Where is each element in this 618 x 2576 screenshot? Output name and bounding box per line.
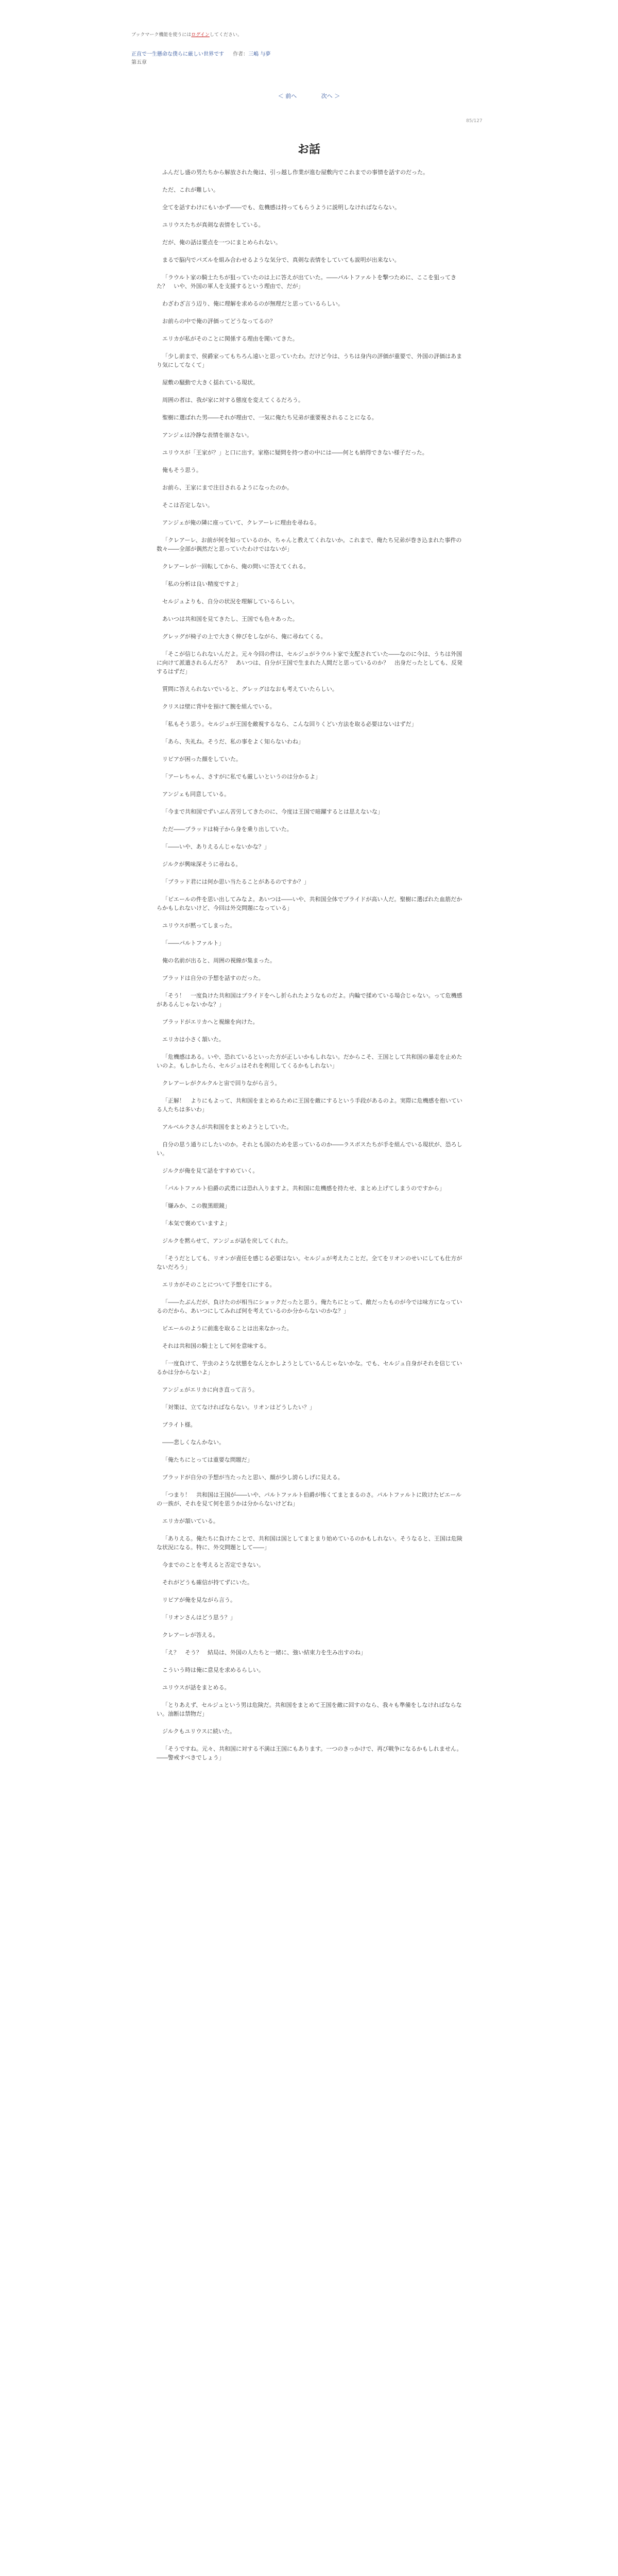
body-paragraph: 「ありえる。俺たちに負けたことで、共和国は国としてまとまり始めているのかもしれない。そうなると、王国は危険な状況になる。特に、外交問題として――」 — [157, 1535, 462, 1551]
body-paragraph: ジルクもユリウスに続いた。 — [162, 1728, 236, 1735]
episode-counter: 85/127 — [466, 118, 483, 124]
body-paragraph: ブライト様。 — [162, 1421, 196, 1428]
body-paragraph: グレッグが椅子の上で大きく伸びをしながら、俺に尋ねてくる。 — [162, 633, 327, 640]
body-paragraph: 「あら、失礼ね。そうだ、私の事をよく知らないわね」 — [162, 738, 304, 745]
body-paragraph: お前らの中で俺の評価ってどうなってるの？ — [162, 318, 276, 325]
body-paragraph: 周囲の者は、我が家に対する態度を変えてくるだろう。 — [162, 397, 304, 403]
body-paragraph: ユリウスたちが真剣な表情をしている。 — [162, 222, 264, 228]
body-paragraph: 「対策は、立てなければならない。リオンはどうしたい？」 — [162, 1404, 315, 1411]
body-paragraph: 「アーレちゃん、さすがに私でも厳しいというのは分かるよ」 — [162, 773, 321, 780]
novel-body — [157, 168, 466, 1771]
body-paragraph: 全てを話すわけにもいかず――でも、危機感は持ってもらうように説明しなければならない。 — [162, 204, 400, 211]
body-paragraph: 「嫌みか、この腹黒眼鏡」 — [162, 1202, 230, 1209]
series-title-link[interactable]: 正直で一生懸命な僕らに厳しい世界です — [131, 52, 224, 57]
body-paragraph: 屋敷の騒動で大きく揺れている現状。 — [162, 379, 259, 386]
body-paragraph: エリカが頷いている。 — [162, 1518, 219, 1524]
body-paragraph: あいつは共和国を見てきたし、王国でも色々あった。 — [162, 616, 298, 622]
body-paragraph: 「パルトファルト伯爵の武勇には恐れ入りますよ。共和国に危機感を持たせ、まとめ上げてしまうのですから」 — [162, 1185, 445, 1192]
body-paragraph: リビアが困った顔をしていた。 — [162, 756, 242, 762]
body-paragraph: クレアーレが一回転してから、俺の問いに答えてくれる。 — [162, 563, 310, 570]
body-paragraph: 「正解！ よりにもよって、共和国をまとめるために王国を敵にするという手段があるのよ。実際に危機感を抱いている人たちは多いわ」 — [157, 1097, 462, 1113]
body-paragraph: 自分の思う通りにしたいのか。それとも国のためを思っているのか――ラスボスたちが手を組んでいる現状が、恐ろしい。 — [157, 1141, 462, 1157]
body-paragraph: エリカは小さく頷いた。 — [162, 1036, 225, 1043]
body-paragraph: 「クレアーレ、お前が何を知っているのか、ちゃんと教えてくれないか。これまで、俺たち兄弟が巻き込まれた事件の数々――全部が偶然だと思っていたわけではないが」 — [157, 537, 462, 552]
body-paragraph: 聖樹に選ばれた男――それが理由で、一気に俺たち兄弟が重要視されることになる。 — [162, 414, 377, 421]
body-paragraph: アンジェは冷静な表情を崩さない。 — [162, 432, 253, 438]
body-paragraph: 「つまり！ 共和国は王国が――いや、パルトファルト伯爵が怖くてまとまるのさ。パルトファルトに敗けたピエールの一族が、それを見て何を思うかは分からないけどね」 — [157, 1492, 462, 1507]
pager-nav — [0, 92, 618, 100]
body-paragraph: こういう時は俺に意見を求めるらしい。 — [162, 1667, 264, 1673]
body-paragraph: 「――いや、ありえるんじゃないかな？」 — [162, 843, 270, 850]
body-paragraph: ピエールのように前進を取ることは出来なかった。 — [162, 1325, 293, 1332]
body-paragraph: リビアが俺を見ながら言う。 — [162, 1597, 236, 1603]
body-paragraph: アルベルクさんが共和国をまとめようとしていた。 — [162, 1124, 293, 1130]
body-paragraph: ジルクが俺を見て話をすすめていく。 — [162, 1167, 259, 1174]
body-paragraph: ジルクを黙らせて、アンジェが話を戻してくれた。 — [162, 1238, 292, 1244]
body-paragraph: お前ら、王家にまで注目されるようになったのか。 — [162, 484, 293, 491]
body-paragraph: アンジェも同意している。 — [162, 791, 230, 798]
prev-link[interactable]: ＜ 前へ — [278, 93, 297, 99]
body-paragraph: ジルクが興味深そうに尋ねる。 — [162, 861, 242, 868]
login-notice-suffix: してください。 — [209, 32, 242, 38]
body-paragraph: ブラッドは自分の予想を話すのだった。 — [162, 975, 264, 981]
body-paragraph: ユリウスが「王家が？」と口に出す。家格に疑問を持つ者の中には――何とも納得できない様子だった。 — [162, 449, 428, 456]
body-paragraph: 「少し前まで、侯爵家ってもちろん遠いと思っていたわ。だけど今は、うちは身内の評価が重要で、外国の評価はあまり気にしてなくて」 — [157, 353, 462, 368]
body-paragraph: 「リオンさんはどう思う？」 — [162, 1614, 236, 1621]
body-paragraph: 今までのことを考えると否定できない。 — [162, 1562, 264, 1568]
episode-title: お話 — [297, 143, 320, 156]
series-header — [131, 49, 270, 57]
body-paragraph: エリカが私がそのことに関係する理由を聞いてきた。 — [162, 335, 298, 342]
body-paragraph: 質問に答えられないでいると、グレッグはなおも考えていたらしい。 — [162, 686, 338, 692]
body-paragraph: 「ラウルト家の騎士たちが狙っていたのは上に答えが出ていた。――パルトファルトを撃つために、ここを狙ってきた？ いや、外国の軍人を支援するという理由で、だが」 — [157, 274, 457, 290]
body-paragraph: 「私の分析は良い精度ですよ」 — [162, 581, 242, 587]
next-link[interactable]: 次へ ＞ — [321, 93, 340, 99]
body-paragraph: まるで脳内でパズルを組み合わせるような気分で、真剣な表情をしていても説明が出来ない。 — [162, 257, 400, 263]
body-paragraph: 「私もそう思う。セルジュが王国を敵視するなら、こんな回りくどい方法を取る必要はないはずだ」 — [162, 721, 417, 727]
body-paragraph: それがどうも確信が持てずにいた。 — [162, 1579, 253, 1586]
body-paragraph: 「え？ そう？ 結局は、外国の人たちと一緒に、強い結束力を生み出すのね」 — [162, 1649, 366, 1656]
body-paragraph: アンジェがエリカに向き直って言う。 — [162, 1386, 258, 1393]
body-paragraph: 「本気で褒めていますよ」 — [162, 1220, 230, 1227]
login-link[interactable]: ログイン — [191, 32, 210, 38]
login-notice-prefix: ブックマーク機能を使うには — [131, 32, 192, 38]
body-paragraph: 「今まで共和国でずいぶん苦労してきたのに、今度は王国で暗躍するとは思えないな」 — [162, 808, 383, 815]
body-paragraph: 俺の名前が出ると、周囲の視線が集まった。 — [162, 957, 276, 964]
body-paragraph: ――悲しくなんかない。 — [162, 1439, 225, 1446]
body-paragraph: わざわざ言う辺り、俺に理解を求めるのが無理だと思っているらしい。 — [162, 300, 344, 307]
body-paragraph: 「そうですね。元々、共和国に対する不満は王国にもあります。一つのきっかけで、再び戦争になるかもしれません。――警戒すべきでしょう」 — [157, 1745, 462, 1761]
author-link[interactable]: 三嶋 与夢 — [248, 52, 271, 57]
body-paragraph: クレアーレが答える。 — [162, 1632, 219, 1638]
body-paragraph: 「俺たちにとっては重要な問題だ」 — [162, 1456, 253, 1463]
body-paragraph: 「ブラッド君には何か思い当たることがあるのですか？」 — [162, 878, 310, 885]
body-paragraph: 「――パルトファルト」 — [162, 940, 225, 946]
body-paragraph: エリカがそのことについて予想を口にする。 — [162, 1281, 276, 1288]
body-paragraph: 「そう！ 一度負けた共和国はプライドをへし折られたようなものだよ。内輪で揉めている場合じゃない。って危機感があるんじゃないかな？」 — [157, 992, 462, 1008]
body-paragraph: アンジェが俺の隣に座っていて、クレアーレに理由を尋ねる。 — [162, 519, 320, 526]
body-paragraph: それは共和国の騎士として何を意味する。 — [162, 1343, 270, 1349]
body-paragraph: ふんだし盛の男たちから解放された俺は、引っ越し作業が進む屋敷内でこれまでの事情を話すのだった。 — [162, 169, 428, 176]
body-paragraph: ただ――ブラッドは椅子から身を乗り出していた。 — [162, 826, 293, 833]
login-notice — [131, 31, 242, 38]
author-label: 作者： — [233, 52, 249, 57]
body-paragraph: だが、俺の話は要点を一つにまとめられない。 — [162, 239, 281, 246]
chapter-number: 第五章 — [131, 60, 147, 65]
body-paragraph: セルジュよりも、自分の状況を理解しているらしい。 — [162, 598, 298, 605]
body-paragraph: ブラッドが自分の予想が当たったと思い、顔が少し誇らしげに見える。 — [162, 1474, 344, 1481]
body-paragraph: 「とりあえず、セルジュという男は危険だ。共和国をまとめて王国を敵に回すのなら、我々も準備をしなければならない。油断は禁物だ」 — [157, 1702, 462, 1717]
body-paragraph: ユリウスが話をまとめる。 — [162, 1684, 230, 1691]
body-paragraph: 俺もそう思う。 — [162, 467, 202, 473]
body-paragraph: ユリウスが黙ってしまった。 — [162, 922, 236, 929]
body-paragraph: 「そうだとしても、リオンが責任を感じる必要はない。セルジュが考えたことだ。全てをリオンのせいにしても仕方がないだろう」 — [157, 1255, 462, 1270]
body-paragraph: 「ピエールの件を思い出してみなよ。あいつは――いや、共和国全体でプライドが高い人だ。聖樹に選ばれた血筋だからかもしれないけど、今回は外交問題になっている」 — [157, 896, 462, 911]
body-paragraph: 「そこが信じられないんだよ。元々今回の件は、セルジュがラウルト家で支配されていた――なのに今は、うちは外国に向けて派遣されるんだろ？ あいつは、自分が王国で生まれた人間だと思っているのか？ 出身だったとしても、反発するはずだ」 — [157, 651, 462, 675]
body-paragraph: ブラッドがエリカへと視線を向けた。 — [162, 1019, 259, 1025]
body-paragraph: 「――たぶんだが、負けたのが相当にショックだったと思う。俺たちにとって、敵だったものが今では味方になっているのだから、あいつにしてみれば何を考えているのか分からないのかな？」 — [157, 1299, 462, 1314]
body-paragraph: クレアーレがクルクルと宙で回りながら言う。 — [162, 1080, 281, 1087]
body-paragraph: クリスは壁に背中を預けて腕を組んでいる。 — [162, 703, 276, 710]
body-paragraph: ただ、これが難しい。 — [162, 187, 219, 193]
body-paragraph: そこは否定しない。 — [162, 502, 213, 509]
body-paragraph: 「一度負けて、芋虫のような状態をなんとかしようとしているんじゃないかな。でも、セルジュ自身がそれを信じているかは分からないよ」 — [157, 1360, 462, 1376]
body-paragraph: 「危機感はある。いや、恐れているといった方が正しいかもしれない。だからこそ、王国として共和国の暴走を止めたいのよ。もしかしたら、セルジュはそれを利用してくるかもしれない」 — [157, 1054, 462, 1069]
